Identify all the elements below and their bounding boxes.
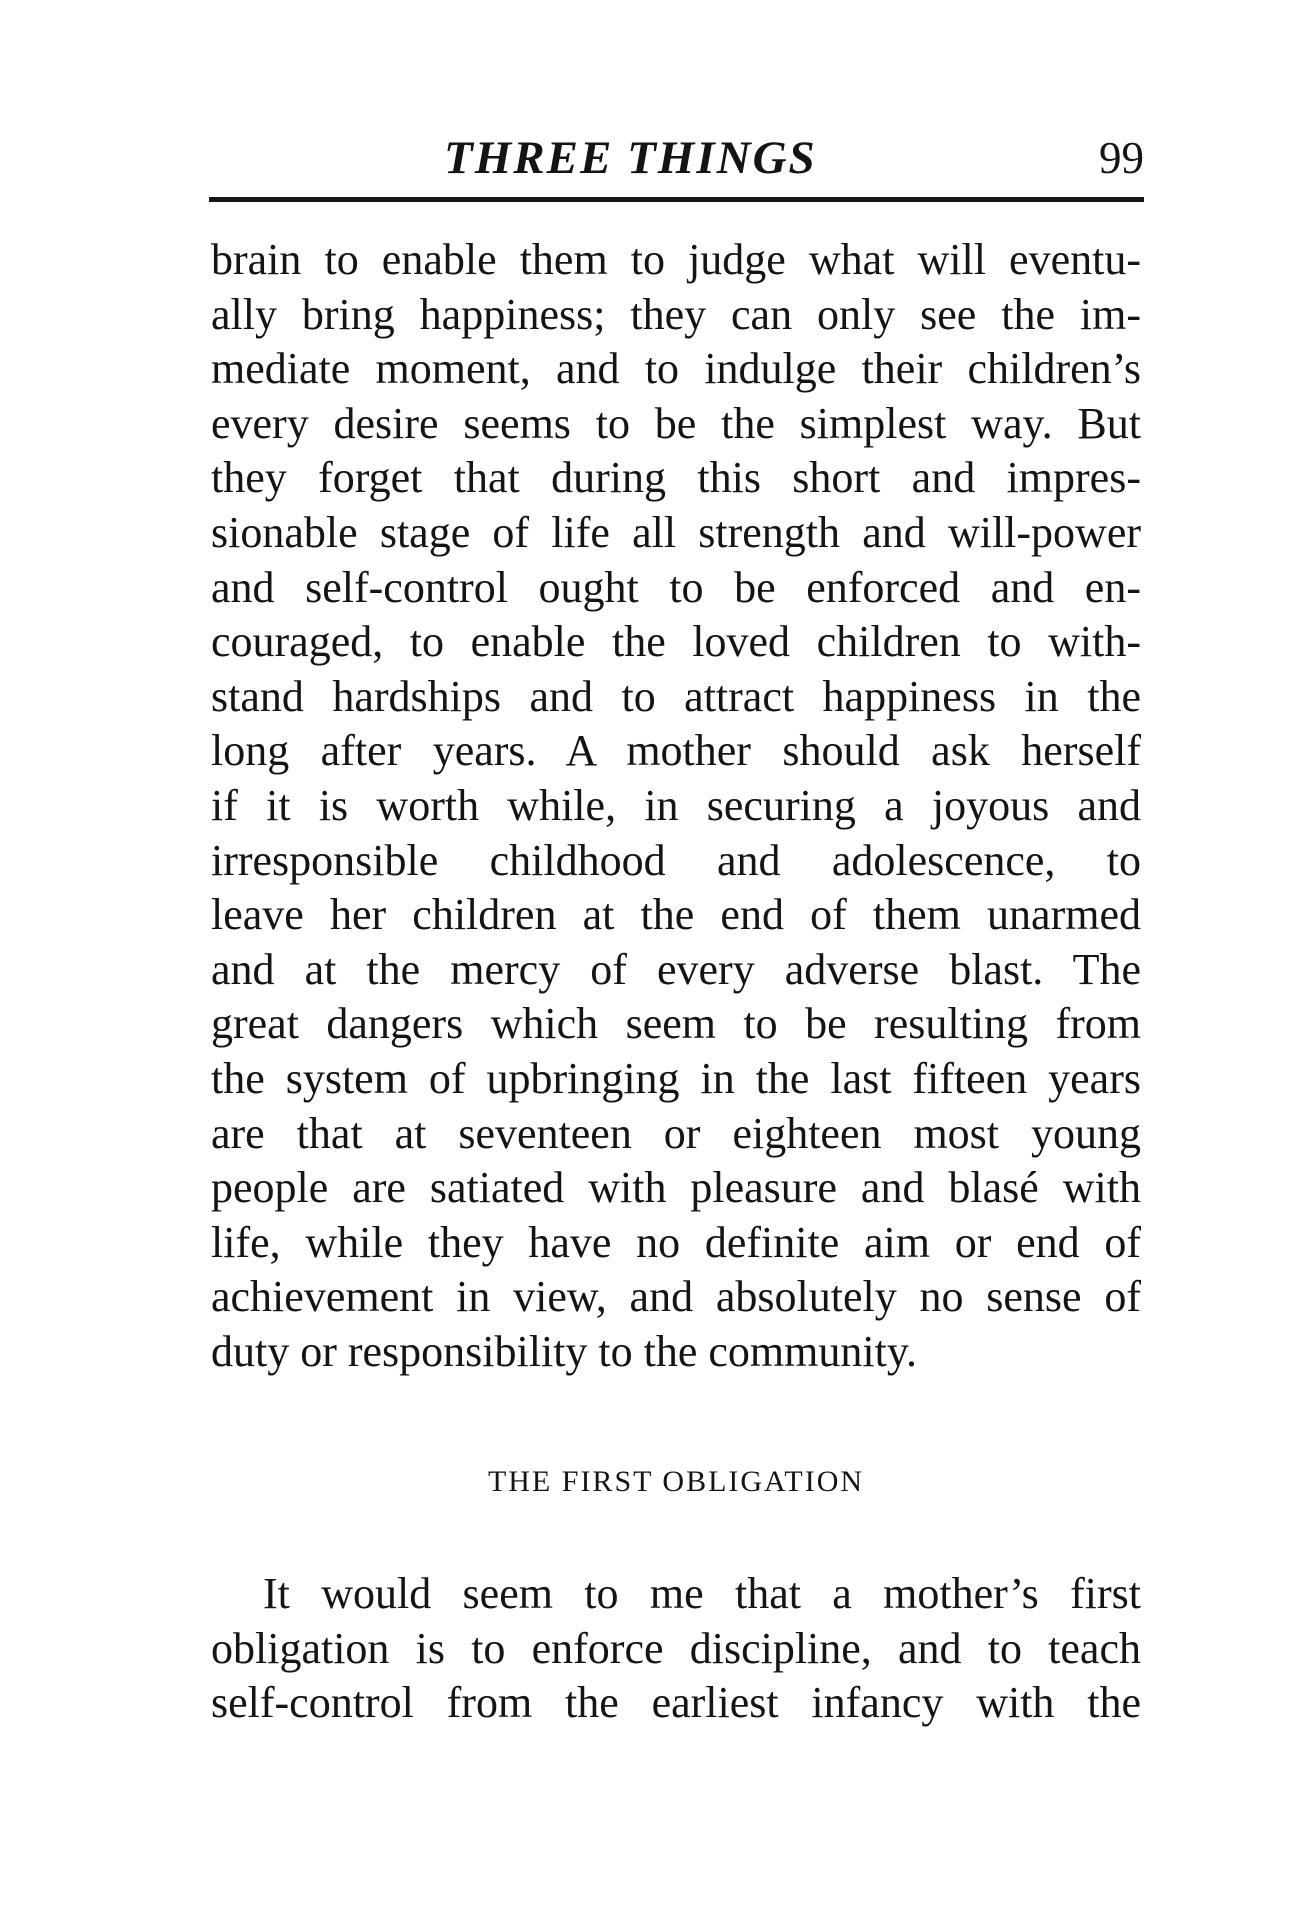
text-line: are that at seventeen or eighteen most young bbox=[211, 1108, 1141, 1158]
text-line: brain to enable them to judge what will eventu- bbox=[211, 235, 1141, 284]
text-line: great dangers which seem to be resulting from bbox=[211, 999, 1141, 1049]
text-line: and at the mercy of every adverse blast. The bbox=[211, 944, 1141, 994]
header-rule bbox=[209, 197, 1144, 202]
text-line: achievement in view, and absolutely no sense of bbox=[211, 1272, 1141, 1322]
text-line: self-control from the earliest infancy with the bbox=[211, 1678, 1141, 1728]
text-line: mediate moment, and to indulge their children’s bbox=[211, 344, 1141, 394]
text-line: ally bring happiness; they can only see the im- bbox=[211, 289, 1141, 339]
text-line: people are satiated with pleasure and blasé with bbox=[211, 1163, 1141, 1213]
text-line: obligation is to enforce discipline, and to teach bbox=[211, 1623, 1141, 1673]
text-line: if it is worth while, in securing a joyous and bbox=[211, 780, 1141, 830]
text-line: long after years. A mother should ask herself bbox=[211, 726, 1141, 776]
text-line: leave her children at the end of them unarmed bbox=[211, 890, 1141, 940]
text-line: It would seem to me that a mother’s first bbox=[263, 1569, 1141, 1618]
text-line: they forget that during this short and impres- bbox=[211, 453, 1141, 503]
running-title: THREE THINGS bbox=[444, 132, 817, 184]
text-line: couraged, to enable the loved children to with- bbox=[211, 617, 1141, 667]
body-paragraph bbox=[211, 233, 1141, 1379]
text-line: irresponsible childhood and adolescence, to bbox=[211, 835, 1141, 885]
text-line: life, while they have no definite aim or end of bbox=[211, 1217, 1141, 1267]
text-line: the system of upbringing in the last fifteen years bbox=[211, 1053, 1141, 1103]
page-number: 99 bbox=[1099, 133, 1144, 183]
text-line: duty or responsibility to the community. bbox=[211, 1326, 917, 1376]
text-line: and self-control ought to be enforced and en- bbox=[211, 562, 1141, 612]
section-paragraph bbox=[211, 1567, 1141, 1731]
text-line: every desire seems to be the simplest way. But bbox=[211, 398, 1141, 448]
text-line: sionable stage of life all strength and will-power bbox=[211, 507, 1141, 557]
page-header bbox=[209, 128, 1144, 188]
section-heading: THE FIRST OBLIGATION bbox=[487, 1465, 865, 1498]
text-line: stand hardships and to attract happiness in the bbox=[211, 671, 1141, 721]
